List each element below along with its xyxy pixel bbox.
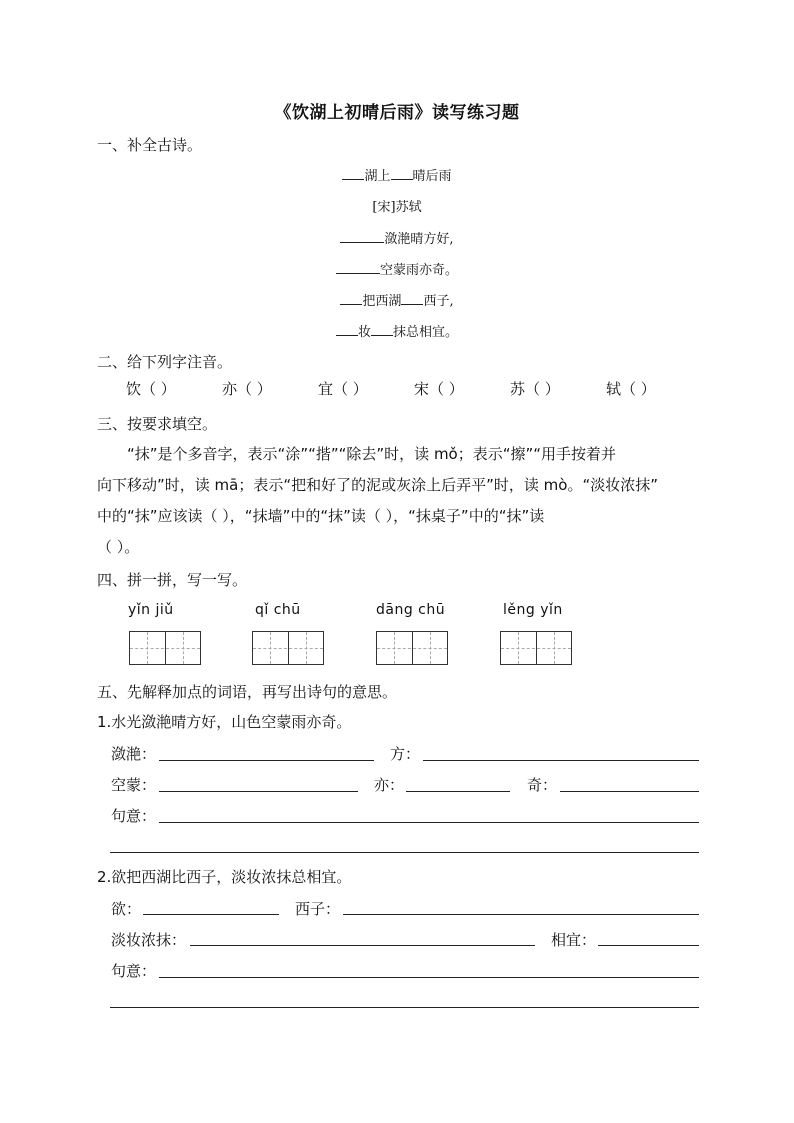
blank[interactable] [371, 321, 393, 336]
writing-grid[interactable] [129, 631, 201, 665]
poem-line-2 [0, 259, 794, 278]
question-1: 1.水光潋滟晴方好，山色空蒙雨亦奇。 [97, 713, 352, 731]
section3-line-1: “抹”是个多音字，表示“涂”“揩”“除去”时，读 mǒ；表示“擦”“用手按着并 [127, 445, 617, 463]
label-yu: 欲： [111, 900, 142, 918]
label-kongmeng: 空蒙： [111, 776, 157, 794]
blank[interactable] [391, 165, 413, 180]
char-item[interactable]: 轼（ ） [606, 380, 656, 398]
writing-grid[interactable] [252, 631, 324, 665]
section3-line-2: 向下移动”时，读 mā；表示“把和好了的泥或灰涂上后弄平”时，读 mò。“淡妆浓抹” [97, 476, 658, 494]
char-item[interactable]: 饮（ ） [126, 380, 176, 398]
answer-line[interactable] [190, 945, 535, 946]
blank[interactable] [342, 165, 364, 180]
answer-line[interactable] [159, 791, 358, 792]
label-lianyan: 潋滟： [111, 745, 157, 763]
poem-line-3-b: 西子, [423, 294, 454, 309]
section4-heading: 四、拼一拼，写一写。 [97, 571, 248, 589]
answer-line[interactable] [159, 822, 699, 823]
section3-line-4: （ ）。 [97, 538, 140, 556]
char-item[interactable]: 苏（ ） [510, 380, 560, 398]
answer-line[interactable] [143, 914, 279, 915]
pinyin-label: qǐ chū [255, 602, 301, 618]
answer-line[interactable] [343, 914, 699, 915]
poem-line-1 [0, 228, 794, 247]
poem-author: [宋]苏轼 [372, 200, 422, 215]
label-juyi: 句意： [111, 807, 157, 825]
section3-heading: 三、按要求填空。 [97, 415, 218, 433]
answer-line[interactable] [598, 945, 699, 946]
poem-title-line [0, 165, 794, 184]
char-item[interactable]: 宜（ ） [318, 380, 368, 398]
blank[interactable] [401, 290, 423, 305]
question-2: 2.欲把西湖比西子，淡妆浓抹总相宜。 [97, 868, 352, 886]
label-juyi-2: 句意： [111, 962, 157, 980]
section1-heading: 一、补全古诗。 [97, 136, 203, 154]
page-title: 《饮湖上初晴后雨》读写练习题 [274, 103, 520, 123]
section3-line-3: 中的“抹”应该读（ ），“抹墙”中的“抹”读（ ），“抹桌子”中的“抹”读 [97, 507, 545, 525]
char-item[interactable]: 宋（ ） [414, 380, 464, 398]
answer-line[interactable] [159, 977, 699, 978]
poem-title-b: 晴后雨 [412, 169, 452, 184]
grid-guide [253, 648, 323, 649]
poem-line-3 [0, 290, 794, 309]
poem-line-4-a: 妆 [357, 325, 371, 340]
answer-line[interactable] [406, 791, 510, 792]
answer-line[interactable] [423, 760, 699, 761]
poem-line-4-b: 抹总相宜。 [393, 325, 459, 340]
label-danzhuang: 淡妆浓抹： [111, 931, 187, 949]
blank[interactable] [336, 321, 358, 336]
poem-title-a: 湖上 [364, 169, 391, 184]
answer-line[interactable] [110, 852, 699, 853]
poem-line-1-text: 潋滟晴方好, [384, 232, 454, 247]
answer-line[interactable] [560, 791, 699, 792]
pinyin-label: dāng chū [376, 602, 446, 618]
grid-guide [130, 648, 200, 649]
label-qi: 奇： [527, 776, 558, 794]
answer-line[interactable] [110, 1007, 699, 1008]
blank[interactable] [340, 228, 384, 243]
writing-grid[interactable] [500, 631, 572, 665]
grid-guide [501, 648, 571, 649]
section2-heading: 二、给下列字注音。 [97, 353, 233, 371]
pinyin-label: yǐn jiǔ [128, 602, 174, 618]
section5-heading: 五、先解释加点的词语，再写出诗句的意思。 [97, 683, 398, 701]
poem-line-3-a: 把西湖 [362, 294, 402, 309]
writing-grid[interactable] [376, 631, 448, 665]
label-xizi: 西子： [295, 900, 341, 918]
char-item[interactable]: 亦（ ） [222, 380, 272, 398]
poem-line-2-text: 空蒙雨亦奇。 [379, 263, 458, 278]
label-xiangyi: 相宜： [551, 931, 597, 949]
blank[interactable] [340, 290, 362, 305]
blank[interactable] [336, 259, 380, 274]
pinyin-label: lěng yǐn [503, 602, 563, 618]
poem-line-4 [0, 321, 794, 340]
label-yi: 亦： [374, 776, 405, 794]
answer-line[interactable] [159, 760, 374, 761]
grid-guide [377, 648, 447, 649]
label-fang: 方： [390, 745, 421, 763]
